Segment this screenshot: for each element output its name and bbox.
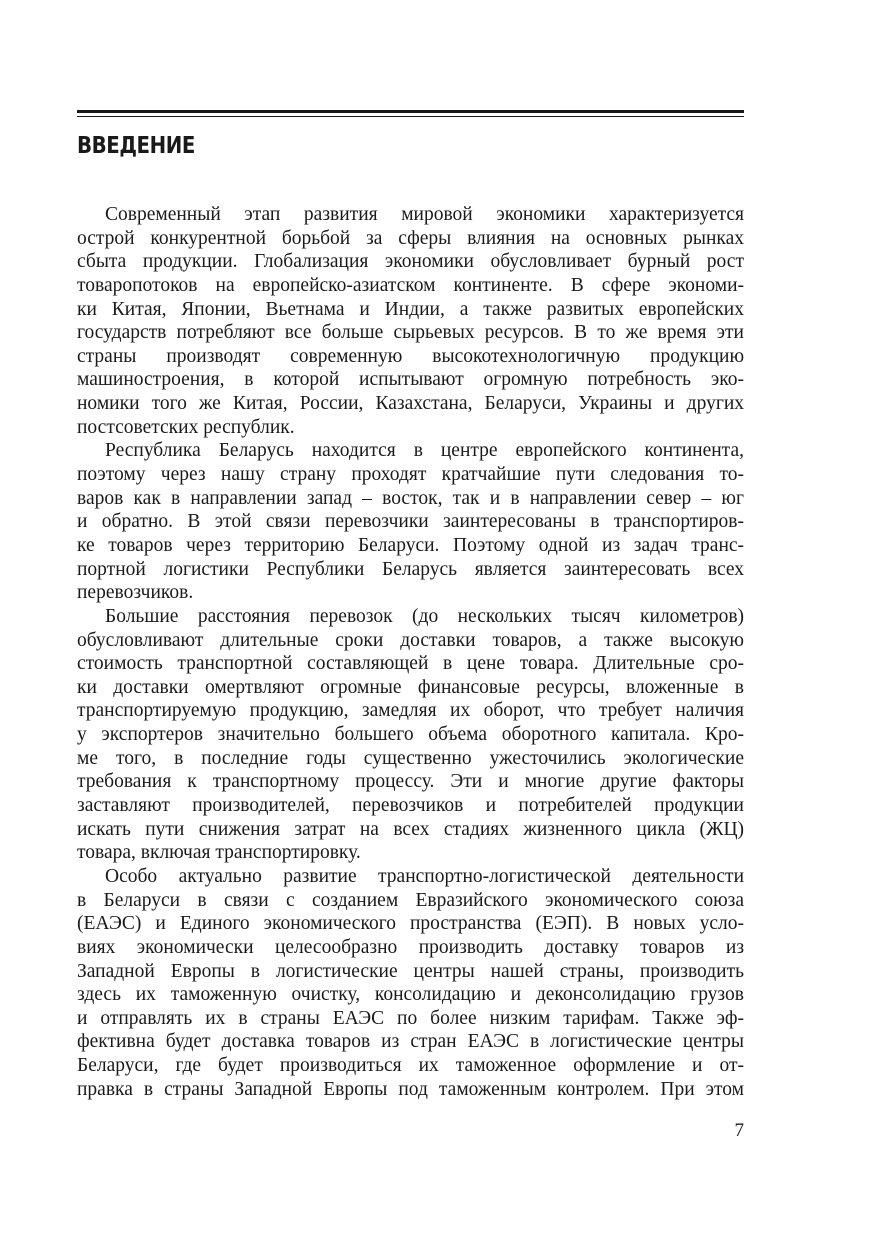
text-line: заставляют производителей, перевозчиков и потребителей продукции [77,795,744,817]
text-line: правка в страны Западной Европы под таможенным контролем. При этом [77,1078,744,1100]
text-line: ме того, в последние годы существенно ужесточились экологические [77,747,744,769]
text-line: ке товаров через территорию Беларуси. Поэтому одной из задач транс- [77,534,745,556]
text-line: ки Китая, Японии, Вьетнама и Индии, а также развитых европейских [77,298,744,320]
text-line: транспортируемую продукцию, замедляя их оборот, что требует наличия [77,700,745,722]
text-line: в Беларуси в связи с созданием Евразийского экономического союза [77,889,745,911]
text-line: стоимость транспортной составляющей в цене товара. Длительные сро- [77,653,745,675]
text-line: Республика Беларусь находится в центре европейского континента, [105,440,744,462]
text-line: и обратно. В этой связи перевозчики заинтересованы в транспортиров- [77,511,744,533]
text-line: страны производят современную высокотехнологичную продукцию [77,345,745,367]
paragraph [77,605,744,865]
page-number: 7 [734,1120,744,1141]
paragraph [77,865,744,1101]
text-line: здесь их таможенную очистку, консолидацию и деконсолидацию грузов [77,984,744,1006]
text-line: ки доставки омертвляют огромные финансовые ресурсы, вложенные в [77,676,744,698]
chapter-title: ВВЕДЕНИЕ [77,133,195,159]
text-line: сбыта продукции. Глобализация экономики обусловливает бурный рост [77,251,744,273]
text-line: постсоветских республик. [77,416,295,438]
text-line: Беларуси, где будет производиться их таможенное оформление и от- [77,1055,744,1077]
text-line: Западной Европы в логистические центры нашей страны, производить [77,960,745,982]
text-line: товаропотоков на европейско-азиатском континенте. В сфере экономи- [77,274,745,296]
text-line: и отправлять их в страны ЕАЭС по более низким тарифам. Также эф- [77,1007,745,1029]
body-text [77,203,744,1101]
paragraph [77,439,744,604]
text-line: машиностроения, в которой испытывают огромную потребность эко- [77,369,744,391]
text-line: перевозчиков. [77,582,194,604]
document-page [77,0,744,1241]
text-line: острой конкурентной борьбой за сферы влияния на основных рынках [77,227,744,249]
text-line: Большие расстояния перевозок (до нескольких тысяч километров) [105,605,745,627]
text-line: фективна будет доставка товаров из стран ЕАЭС в логистические центры [77,1031,745,1053]
text-line: государств потребляют все больше сырьевых ресурсов. В то же время эти [77,322,744,344]
text-line: у экспортеров значительно большего объема оборотного капитала. Кро- [77,724,744,746]
text-line: портной логистики Республики Беларусь является заинтересовать всех [77,558,744,580]
text-line: обусловливают длительные сроки доставки товаров, а также высокую [77,629,744,651]
header-rule-thin [77,116,744,117]
text-line: Особо актуально развитие транспортно-логистической деятельности [105,865,745,887]
text-line: виях экономически целесообразно производить доставку товаров из [77,936,745,958]
text-line: варов как в направлении запад – восток, так и в направлении север – юг [77,487,744,509]
text-line: номики того же Китая, России, Казахстана, Беларуси, Украины и других [77,393,745,415]
header-rule-thick [77,110,744,113]
text-line: Современный этап развития мировой экономики характеризуется [105,204,744,225]
paragraph [77,203,744,439]
text-line: искать пути снижения затрат на всех стадиях жизненного цикла (ЖЦ) [77,818,745,840]
text-line: поэтому через нашу страну проходят кратчайшие пути следования то- [77,464,744,486]
text-line: (ЕАЭС) и Единого экономического пространства (ЕЭП). В новых усло- [77,913,744,935]
text-line: товара, включая транспортировку. [77,842,361,864]
text-line: требования к транспортному процессу. Эти и многие другие факторы [77,771,744,793]
